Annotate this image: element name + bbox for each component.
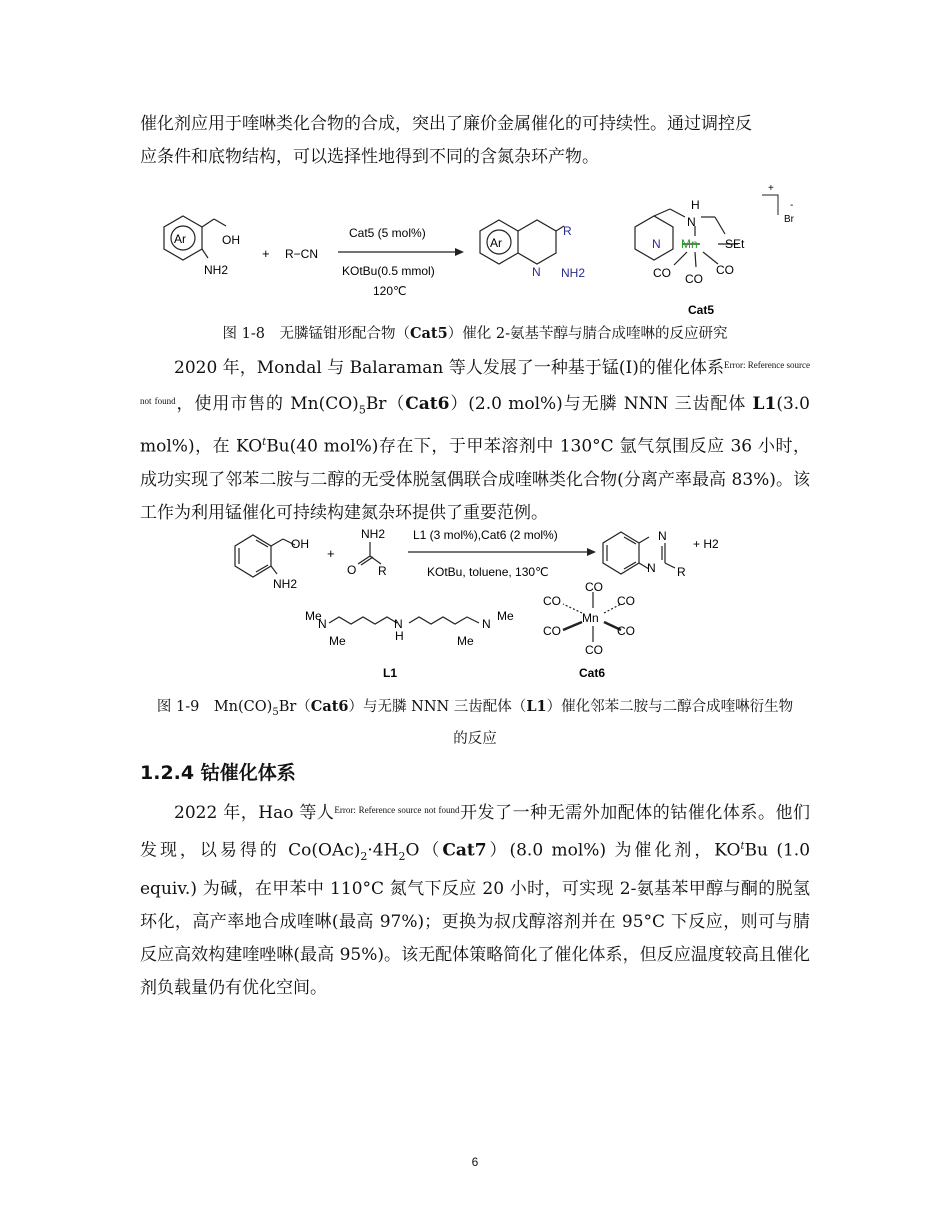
figure-1-9-caption xyxy=(140,694,810,752)
n-label-l1-2: N xyxy=(394,617,403,631)
charge-bracket xyxy=(762,195,778,215)
mn-label-cat6: Mn xyxy=(582,611,599,625)
p2-t3: Br（ xyxy=(365,394,406,414)
nh2-label-2: NH2 xyxy=(273,577,298,591)
p2-l1: L1 xyxy=(752,394,777,414)
hao-paragraph xyxy=(140,794,810,1005)
p3-sub2b: 2 xyxy=(398,850,406,864)
r-label-amide: R xyxy=(378,564,387,578)
nh2-label-1: NH2 xyxy=(204,263,229,277)
me-label-1: Me xyxy=(305,609,322,623)
cat6-label: Cat6 xyxy=(579,666,606,680)
fig-1-8-suffix: ）催化 2-氨基苄醇与腈合成喹啉的反应研究 xyxy=(447,326,728,342)
o-label-amide: O xyxy=(347,563,357,577)
fig-1-9-line-1 xyxy=(140,694,810,726)
plus-1: + xyxy=(262,246,270,261)
n-label-quin-2: N xyxy=(647,561,656,575)
fig-1-9-prefix: 图 1-9 Mn(CO) xyxy=(156,699,273,715)
nitrile-label: R−CN xyxy=(285,247,319,261)
charge-minus: - xyxy=(790,200,794,211)
p3-t2: 开发了一种无需外加配体的钴催化体系。他们发现，以易得的 Co(OAc) xyxy=(140,803,810,861)
p2-sub5: 5 xyxy=(358,403,366,417)
arrow-head-1 xyxy=(455,248,464,256)
p3-cat7: Cat7 xyxy=(442,840,487,861)
fig-1-8-prefix: 图 1-8 无膦锰钳形配合物（ xyxy=(222,326,410,342)
reaction-scheme-cat6 xyxy=(225,520,725,680)
n-label-cat5-pyridine: N xyxy=(652,237,661,251)
co-label-cat6-3: CO xyxy=(617,594,635,608)
page-number: 6 xyxy=(471,1155,479,1169)
arrow-head-2 xyxy=(587,548,596,556)
ar-label-1: Ar xyxy=(174,232,186,246)
condition-toluene: KOtBu, toluene, 130℃ xyxy=(427,565,549,579)
fig-1-9-l1: L1 xyxy=(526,698,547,715)
n-label-cat5-amine: N xyxy=(687,215,696,229)
co-label-cat6-4: CO xyxy=(543,624,561,638)
mn-label-cat5: Mn xyxy=(681,237,698,251)
nh2-label-amide: NH2 xyxy=(361,527,386,541)
fig-1-8-cat5: Cat5 xyxy=(410,325,448,342)
r-label-product: R xyxy=(563,224,572,238)
n-label-l1-1: N xyxy=(318,617,327,631)
r-label-quin: R xyxy=(677,565,686,579)
p2-t6: Bu(40 mol%)存在下，于甲苯溶剂中 130°C 氩气氛围反应 36 小时，成功实现了邻苯二胺与二醇的无受体脱氢偶联合成喹啉类化合物(分离产率最高 83%)。该工作为利用锰催化可持续构建氮杂环提供了重要范例。 xyxy=(140,437,810,524)
co-label-cat5-2: CO xyxy=(685,272,703,286)
h-label-cat5: H xyxy=(691,198,700,212)
fig-1-9-suffix: ）催化邻苯二胺与二醇合成喹啉衍生物 xyxy=(546,699,794,715)
bromide-label: Br xyxy=(784,214,794,225)
cat5-label: Cat5 xyxy=(688,303,715,317)
l1-label: L1 xyxy=(383,666,398,680)
condition-l1-cat6: L1 (3 mol%),Cat6 (2 mol%) xyxy=(413,528,558,542)
co-label-cat6-5: CO xyxy=(617,624,635,638)
co-label-cat6-2: CO xyxy=(543,594,561,608)
p3-sub2: 2 xyxy=(360,850,368,864)
n-label-product: N xyxy=(532,265,541,279)
p3-sup-t: t xyxy=(740,841,745,852)
nh2-label-product: NH2 xyxy=(561,266,586,280)
set-label-cat5: SEt xyxy=(725,237,745,251)
p2-t5: (3.0 mol%)，在 KO xyxy=(140,394,810,458)
p2-sup-t: t xyxy=(262,437,267,449)
co-label-cat6-1: CO xyxy=(585,580,603,594)
n-label-l1-3: N xyxy=(482,617,491,631)
me-label-2: Me xyxy=(329,634,346,648)
co-label-cat5-3: CO xyxy=(716,263,734,277)
co-label-cat6-6: CO xyxy=(585,643,603,657)
condition-catalyst: Cat5 (5 mol%) xyxy=(349,226,426,240)
co-label-cat5-1: CO xyxy=(653,266,671,280)
plus-2: + xyxy=(327,546,335,561)
p3-t5: ）(8.0 mol%) 为催化剂，KO xyxy=(486,840,741,861)
fig-1-9-sub5: 5 xyxy=(272,706,279,718)
me-label-4: Me xyxy=(457,634,474,648)
ar-label-2: Ar xyxy=(490,236,502,250)
intro-paragraph xyxy=(140,108,810,174)
n-label-quin-1: N xyxy=(658,529,667,543)
p3-t1: 2022 年，Hao 等人 xyxy=(174,803,335,823)
p3-t4: O（ xyxy=(405,840,443,861)
intro-line-1: 催化剂应用于喹啉类化合物的合成，突出了廉价金属催化的可持续性。通过调控反 xyxy=(140,114,752,134)
p2-t2: ，使用市售的 Mn(CO) xyxy=(175,394,359,414)
reaction-scheme-cat5 xyxy=(150,182,810,322)
oh-label-2: OH xyxy=(291,537,309,551)
h-label-l1: H xyxy=(395,629,404,643)
p2-t4: ）(2.0 mol%)与无膦 NNN 三齿配体 xyxy=(449,394,753,414)
fig-1-9-mid2: ）与无膦 NNN 三齿配体（ xyxy=(348,699,527,715)
me-label-3: Me xyxy=(497,609,514,623)
condition-base: KOtBu(0.5 mmol) xyxy=(342,264,435,278)
section-heading: 1.2.4 钴催化体系 xyxy=(140,762,296,784)
oh-label-1: OH xyxy=(222,233,240,247)
p2-cat6: Cat6 xyxy=(405,394,450,414)
h2-byproduct: + H2 xyxy=(693,537,719,551)
intro-line-2: 应条件和底物结构，可以选择性地得到不同的含氮杂环产物。 xyxy=(140,147,599,167)
p2-ref: Error: Reference source not found xyxy=(140,360,810,406)
condition-temp: 120℃ xyxy=(373,284,407,298)
fig-1-9-mid: Br（ xyxy=(278,699,311,715)
fig-1-9-cat6: Cat6 xyxy=(310,698,349,715)
p3-t6: Bu (1.0 equiv.) 为碱，在甲苯中 110°C 氮气下反应 20 小时，可实现 2-氨基苯甲醇与酮的脱氢环化，高产率地合成喹啉(最高 97%)；更换为叔戊醇溶剂并在 95°C 下反应，则可与腈反应高效构建喹唑啉(最高 95%)。该无配体策略简化了催化体系，但反应温度较高且催化剂负载量仍有优化空间。 xyxy=(140,840,811,999)
figure-1-8-caption xyxy=(140,321,810,347)
fig-1-9-line-2: 的反应 xyxy=(453,730,497,747)
p3-t3: ·4H xyxy=(367,840,399,861)
p2-t1: 2020 年，Mondal 与 Balaraman 等人发展了一种基于锰(I)的催化体系 xyxy=(174,358,724,378)
p3-ref: Error: Reference source not found xyxy=(334,805,460,815)
mondal-paragraph xyxy=(140,349,810,530)
charge-plus: + xyxy=(768,183,774,194)
